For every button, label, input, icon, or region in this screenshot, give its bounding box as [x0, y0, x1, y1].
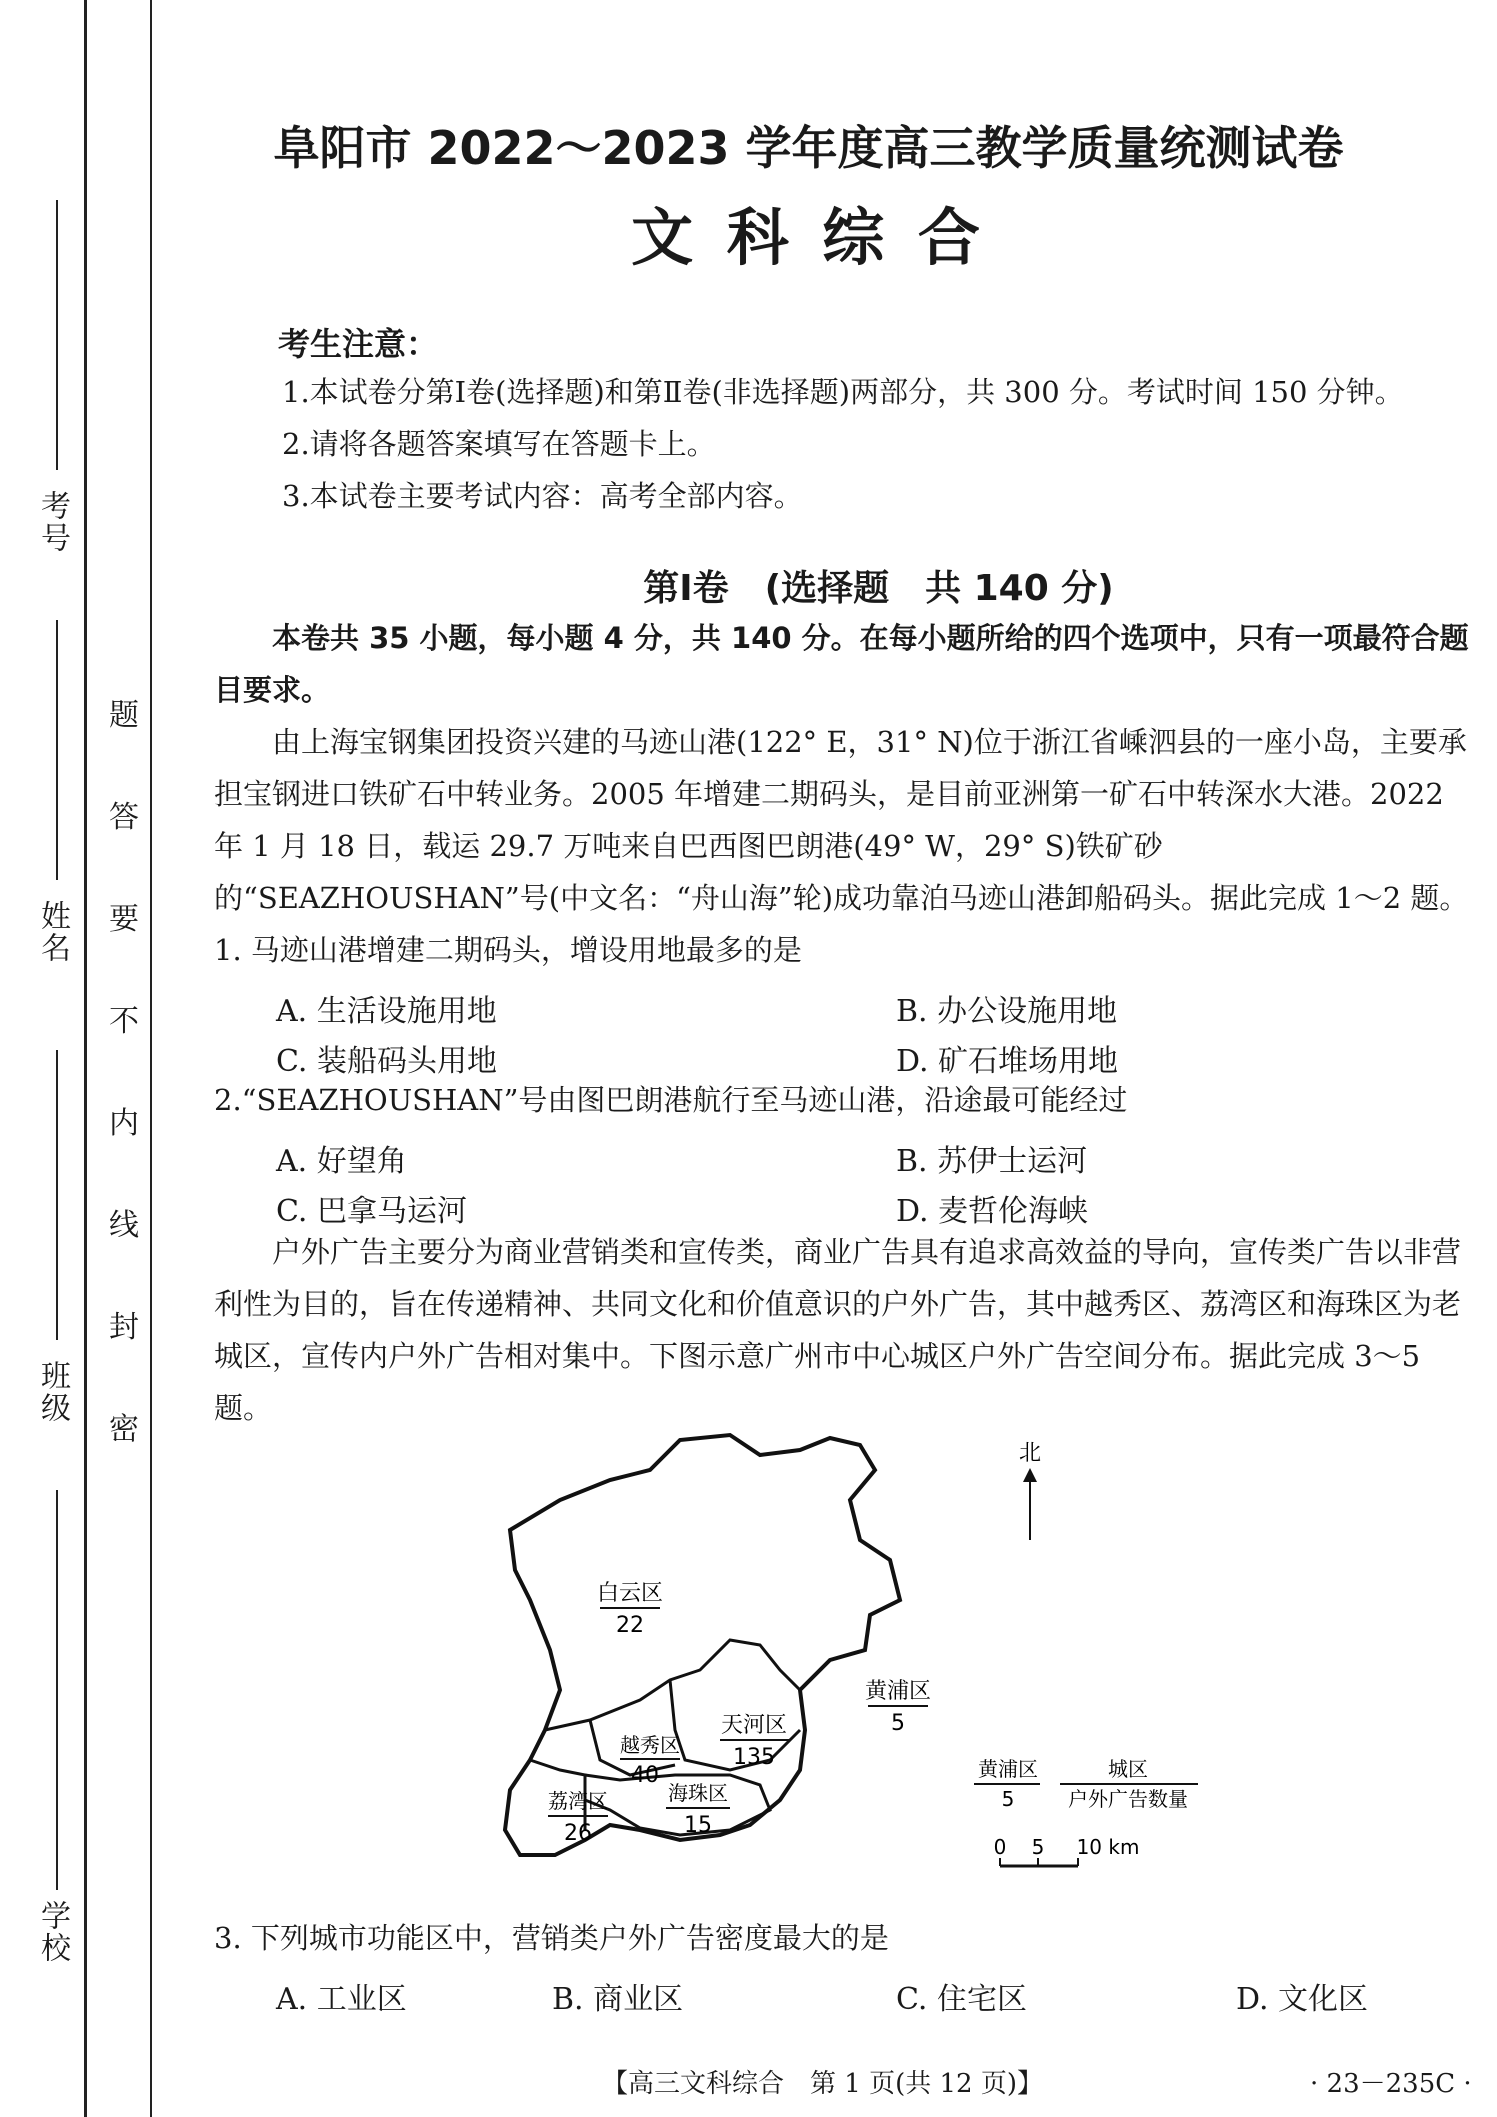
- xuexiao-underline: [56, 1490, 58, 1890]
- question-3-option-d: D. 文化区: [1236, 1982, 1369, 2017]
- guangzhou-ad-map: [500, 1430, 1200, 1890]
- district-count: 15: [684, 1813, 712, 1838]
- district-count: 5: [891, 1711, 905, 1736]
- question-2-stem: 2.“SEAZHOUSHAN”号由图巴朗港航行至马迹山港，沿途最可能经过: [214, 1083, 1128, 1117]
- scale-5: 5: [1031, 1835, 1045, 1859]
- kaohao-label: 考号: [35, 490, 70, 554]
- legend-count-label: 户外广告数量: [1068, 1787, 1188, 1811]
- district-count: 22: [616, 1613, 644, 1638]
- question-3-option-b: B. 商业区: [552, 1982, 684, 2017]
- banji-label: 班级: [35, 1360, 70, 1424]
- question-2-option-b: B. 苏伊士运河: [896, 1144, 1088, 1179]
- margin-line-right: [150, 0, 152, 2117]
- district-name: 天河区: [720, 1713, 788, 1738]
- seal-char: 不: [109, 1004, 139, 1039]
- passage-1: 由上海宝钢集团投资兴建的马迹山港(122° E，31° N)位于浙江省嵊泗县的一座小岛，主要承担宝钢进口铁矿石中转业务。2005 年增建二期码头，是目前亚洲第一矿石中转深水大港。2022 年 1 月 18 日，载运 29.7 万吨来自巴西图巴朗港(49° W，29° S)铁矿砂的“SEAZHOUSHAN”号(中文名：“舟山海”轮)成功靠泊马迹山港卸船码头。据此完成 1～2 题。: [214, 725, 1469, 915]
- footer-page-info: 【高三文科综合 第 1 页(共 12 页)】: [602, 2069, 1043, 2099]
- question-3-stem: 3. 下列城市功能区中，营销类户外广告密度最大的是: [214, 1921, 889, 1955]
- question-1-option-c: C. 装船码头用地: [276, 1044, 497, 1079]
- notice-item: 1.本试卷分第Ⅰ卷(选择题)和第Ⅱ卷(非选择题)两部分，共 300 分。考试时间 150 分钟。: [282, 375, 1404, 409]
- legend-sample-name: 黄浦区: [978, 1757, 1038, 1781]
- xingming-underline: [56, 620, 58, 880]
- district-name: 海珠区: [668, 1781, 728, 1805]
- seal-char: 题: [109, 698, 139, 733]
- question-2-option-d: D. 麦哲伦海峡: [896, 1194, 1089, 1229]
- district-name: 越秀区: [620, 1733, 680, 1757]
- passage-2: 户外广告主要分为商业营销类和宣传类，商业广告具有追求高效益的导向，宣传类广告以非营利性为目的，旨在传递精神、共同文化和价值意识的户外广告，其中越秀区、荔湾区和海珠区为老城区，宣传内户外广告相对集中。下图示意广州市中心城区户外广告空间分布。据此完成 3～5 题。: [214, 1235, 1462, 1425]
- xuexiao-label: 学校: [35, 1900, 70, 1964]
- question-3-option-a: A. 工业区: [276, 1982, 407, 2017]
- section-intro: 本卷共 35 小题，每小题 4 分，共 140 分。在每小题所给的四个选项中，只有一项最符合题目要求。: [214, 621, 1469, 707]
- section-title: 第Ⅰ卷 (选择题 共 140 分): [643, 568, 1114, 609]
- seal-char: 要: [109, 902, 139, 937]
- exam-title: 阜阳市 2022～2023 学年度高三教学质量统测试卷: [273, 121, 1344, 175]
- question-1-option-b: B. 办公设施用地: [896, 994, 1118, 1029]
- north-label: 北: [1018, 1441, 1042, 1466]
- subject-title: 文 科 综 合: [631, 201, 986, 274]
- scale-10: 10 km: [1076, 1835, 1140, 1859]
- district-count: 40: [631, 1763, 659, 1788]
- seal-char: 密: [109, 1412, 139, 1447]
- seal-char: 内: [109, 1106, 139, 1141]
- margin-line-left: [84, 0, 87, 2117]
- question-2-option-c: C. 巴拿马运河: [276, 1194, 467, 1229]
- question-3-option-c: C. 住宅区: [896, 1982, 1027, 2017]
- legend-sample-count: 5: [1001, 1787, 1015, 1811]
- question-1-option-a: A. 生活设施用地: [276, 994, 497, 1029]
- legend-name-label: 城区: [1108, 1757, 1148, 1781]
- seal-char: 答: [109, 800, 139, 835]
- question-1-option-d: D. 矿石堆场用地: [896, 1044, 1119, 1079]
- notice-item: 2.请将各题答案填写在答题卡上。: [282, 427, 716, 461]
- question-2-option-a: A. 好望角: [276, 1144, 407, 1179]
- seal-warning: [104, 690, 144, 1448]
- question-1-stem: 1. 马迹山港增建二期码头，增设用地最多的是: [214, 933, 802, 967]
- seal-char: 封: [109, 1310, 139, 1345]
- scale-0: 0: [993, 1835, 1007, 1859]
- district-count: 26: [564, 1821, 592, 1846]
- xingming-label: 姓名: [35, 900, 70, 964]
- district-name: 黄浦区: [864, 1679, 932, 1704]
- banji-underline: [56, 1050, 58, 1340]
- district-name: 荔湾区: [548, 1789, 608, 1813]
- notice-heading: 考生注意：: [278, 325, 439, 363]
- notice-item: 3.本试卷主要考试内容：高考全部内容。: [282, 479, 803, 513]
- seal-char: 线: [109, 1208, 139, 1243]
- district-name: 白云区: [596, 1581, 664, 1606]
- district-count: 135: [733, 1745, 775, 1770]
- footer-code: · 23－235C ·: [1310, 2069, 1472, 2099]
